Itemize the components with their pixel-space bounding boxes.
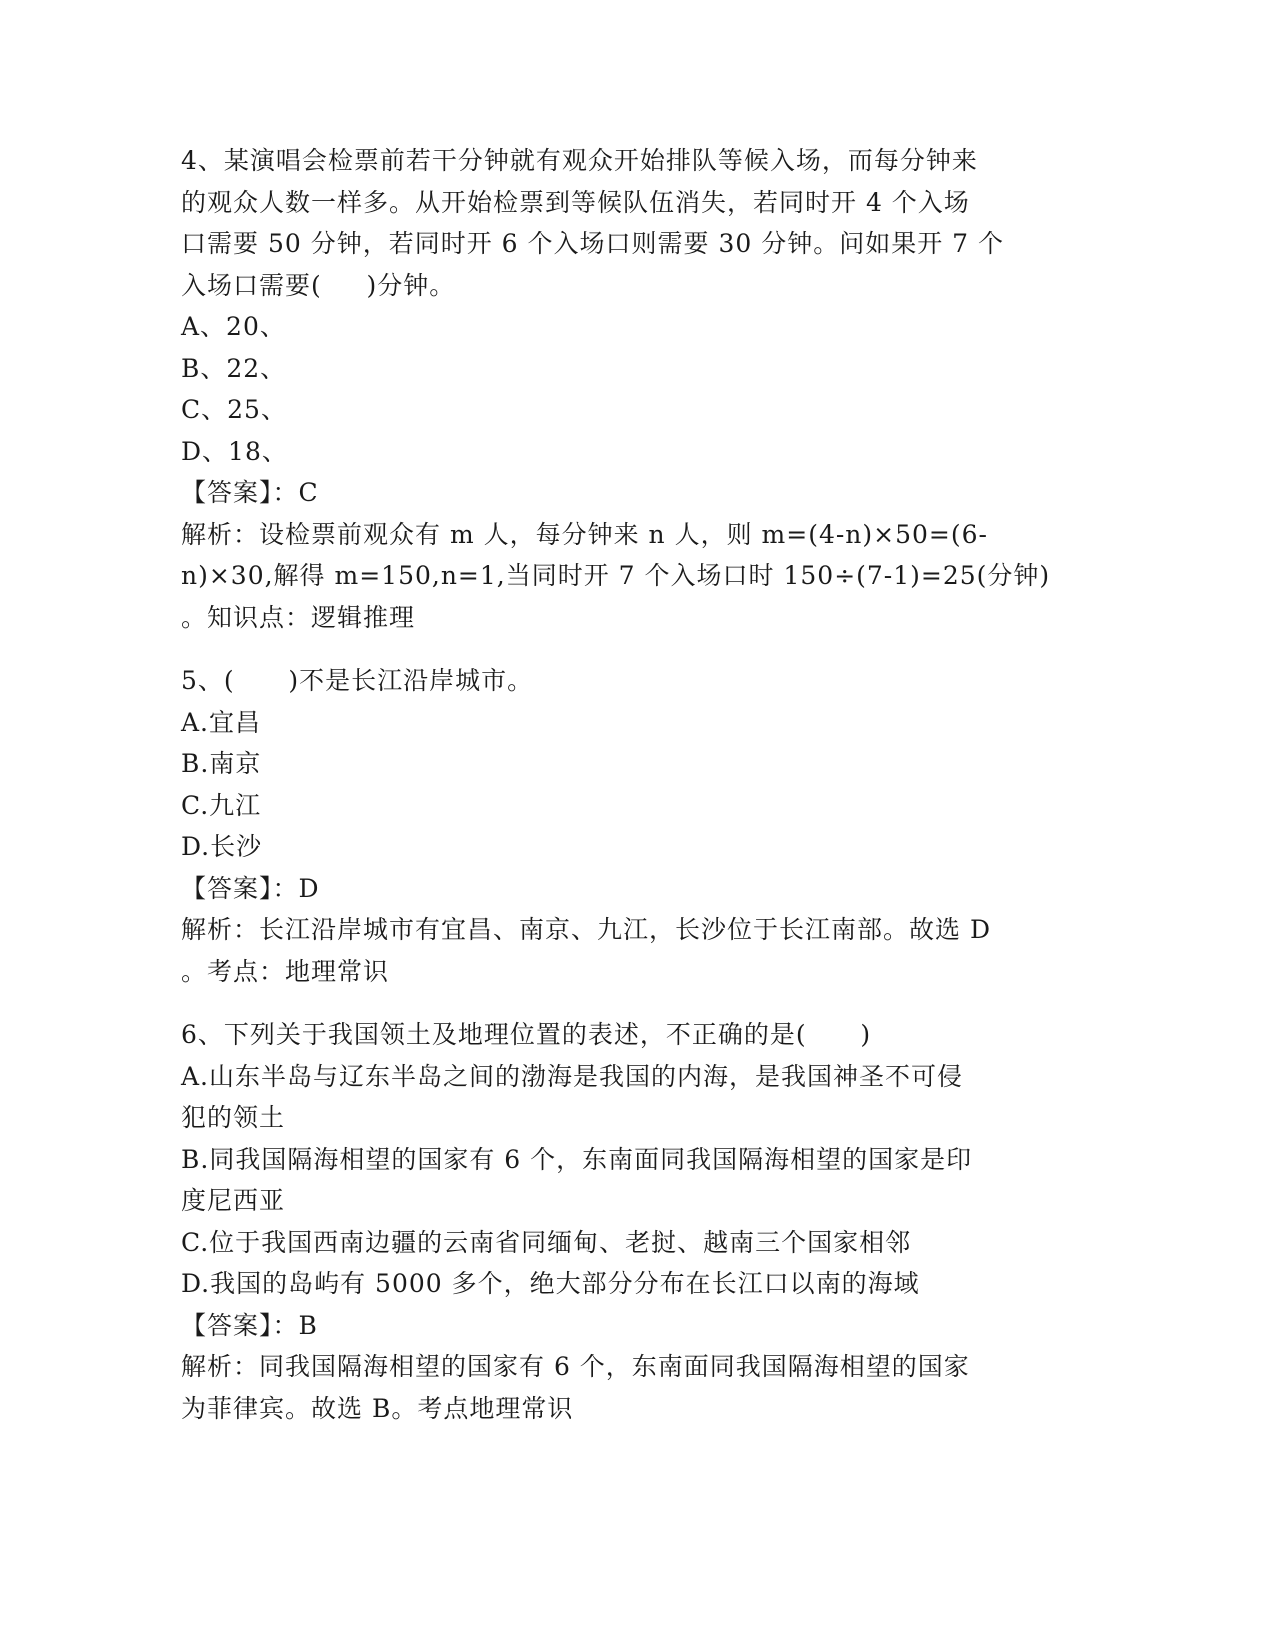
option-d: D.长沙: [181, 832, 263, 861]
option-a: A、20、: [181, 312, 286, 341]
answer-line: 【答案】：C: [181, 478, 319, 507]
option-d: D.我国的岛屿有 5000 多个，绝大部分分布在长江口以南的海域: [181, 1269, 920, 1298]
question-stem-line: 5、( )不是长江沿岸城市。: [181, 666, 534, 695]
option-c: C.位于我国西南边疆的云南省同缅甸、老挝、越南三个国家相邻: [181, 1227, 912, 1257]
analysis-line: 解析：设检票前观众有 m 人，每分钟来 n 人，则 m=(4-n)×50=(6-: [181, 519, 988, 549]
question-stem-line: 6、下列关于我国领土及地理位置的表述，不正确的是( ): [181, 1020, 872, 1049]
option-b: B、22、: [181, 353, 287, 383]
answer-line: 【答案】：B: [181, 1310, 318, 1340]
option-a: A.山东半岛与辽东半岛之间的渤海是我国的内海，是我国神圣不可侵: [181, 1061, 964, 1091]
answer-line: 【答案】：D: [181, 873, 320, 903]
option-d: D、18、: [181, 436, 288, 466]
question-4: [181, 140, 1081, 638]
analysis-line: 解析：长江沿岸城市有宜昌、南京、九江，长沙位于长江南部。故选 D: [181, 915, 991, 944]
option-b-continued: 度尼西亚: [181, 1186, 286, 1215]
analysis-line: 为菲律宾。故选 B。考点地理常识: [181, 1393, 574, 1423]
question-stem-line: 口需要 50 分钟，若同时开 6 个入场口则需要 30 分钟。问如果开 7 个: [181, 229, 1005, 258]
option-b: B.同我国隔海相望的国家有 6 个，东南面同我国隔海相望的国家是印: [181, 1144, 973, 1174]
question-6: [181, 1014, 1081, 1429]
question-stem-line: 的观众人数一样多。从开始检票到等候队伍消失，若同时开 4 个入场: [181, 187, 970, 217]
analysis-line: 。知识点：逻辑推理: [181, 602, 416, 632]
analysis-line: 。考点：地理常识: [181, 956, 390, 986]
analysis-line: n)×30,解得 m=150,n=1,当同时开 7 个入场口时 150÷(7-1)=25(分钟): [181, 561, 1051, 590]
question-5: [181, 660, 1081, 992]
question-stem-line: 4、某演唱会检票前若干分钟就有观众开始排队等候入场，而每分钟来: [181, 146, 978, 175]
option-a: A.宜昌: [181, 707, 262, 737]
analysis-line: 解析：同我国隔海相望的国家有 6 个，东南面同我国隔海相望的国家: [181, 1352, 970, 1381]
option-c: C.九江: [181, 790, 262, 820]
question-stem-line: 入场口需要( )分钟。: [181, 270, 456, 300]
option-c: C、25、: [181, 395, 287, 424]
option-a-continued: 犯的领土: [181, 1103, 286, 1132]
option-b: B.南京: [181, 749, 262, 778]
document-page: [181, 140, 1081, 1429]
